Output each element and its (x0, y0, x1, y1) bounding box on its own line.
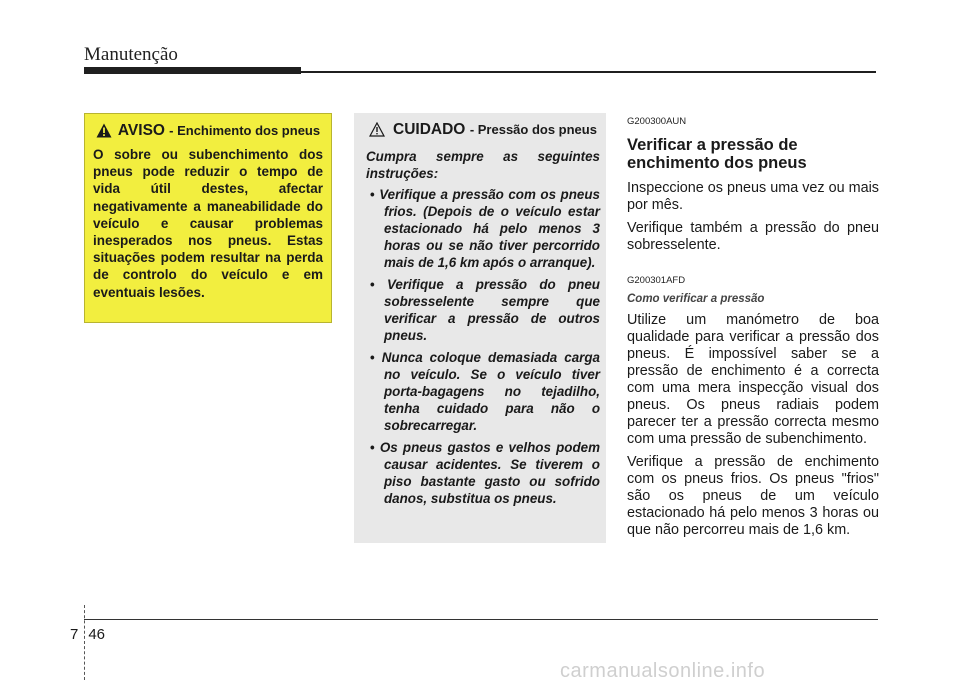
warning-box (84, 113, 332, 323)
warning-triangle-icon (96, 123, 112, 142)
caution-item: • Verifique a pressão do pneu sobresselente sempre que verificar a pressão de outros pneus. (366, 276, 600, 344)
warning-text: O sobre ou subenchimento dos pneus pode reduzir o tempo de vida útil destes, afectar negativamente a maneabilidade do veículo e causar problemas inesperados nos pneus. Estas situações podem resultar na perda de controlo do veículo e em eventuais lesões. (93, 147, 323, 300)
header-rule-thick (84, 67, 301, 74)
section-heading: Verificar a pressão de enchimento dos pneus (627, 136, 807, 172)
paragraph: Verifique também a pressão do pneu sobresselente. (627, 220, 879, 253)
caution-item: • Os pneus gastos e velhos podem causar acidentes. Se tiverem o piso bastante gasto ou sofrido danos, substitua os pneus. (366, 439, 600, 507)
caution-box (354, 113, 606, 543)
section-number: 7 (70, 626, 79, 643)
page-header-title: Manutenção (84, 44, 178, 65)
section-code: G200301AFD (627, 275, 686, 286)
paragraph: Inspeccione os pneus uma vez ou mais por mês. (627, 180, 879, 213)
section-code: G200300AUN (627, 116, 687, 127)
right-column (627, 113, 879, 539)
warning-subtitle: - Enchimento dos pneus (169, 123, 321, 138)
caution-subtitle: - Pressão dos pneus (469, 122, 597, 137)
warning-label: AVISO (117, 122, 165, 139)
caution-list (366, 186, 600, 507)
paragraph: Utilize um manómetro de boa qualidade para verificar a pressão dos pneus. É impossível saber se a pressão de enchimento é a correcta com uma mera inspecção visual dos pneus. Os pneus radiais podem parecer ter a pressão correcta mesmo com uma pressão de subenchimento. (627, 312, 879, 447)
page-number (70, 626, 105, 643)
warning-header (93, 122, 323, 142)
watermark: carmanualsonline.info (560, 660, 766, 682)
footer-rule (84, 619, 878, 620)
caution-triangle-icon (369, 122, 385, 142)
header-rule-thin (301, 71, 876, 73)
caution-label: CUIDADO (393, 121, 466, 138)
caution-item: • Nunca coloque demasiada carga no veículo. Se o veículo tiver porta-bagagens no tejadilho, tenha cuidado para não o sobrecarregar. (366, 349, 600, 434)
caution-item: • Verifique a pressão com os pneus frios. (Depois de o veículo estar estacionado há pelo menos 3 horas ou se não tiver percorrido mais de 1,6 km após o arranque). (366, 186, 600, 271)
caution-header (366, 121, 600, 142)
section-subheading: Como verificar a pressão (627, 293, 765, 305)
page-number-value: 46 (88, 626, 106, 643)
caution-intro: Cumpra sempre as seguintes instruções: (366, 149, 600, 181)
paragraph: Verifique a pressão de enchimento com os pneus frios. Os pneus "frios" são os pneus de um veículo estacionado há pelo menos 3 horas ou que não percorreu mais de 1,6 km. (627, 454, 879, 538)
